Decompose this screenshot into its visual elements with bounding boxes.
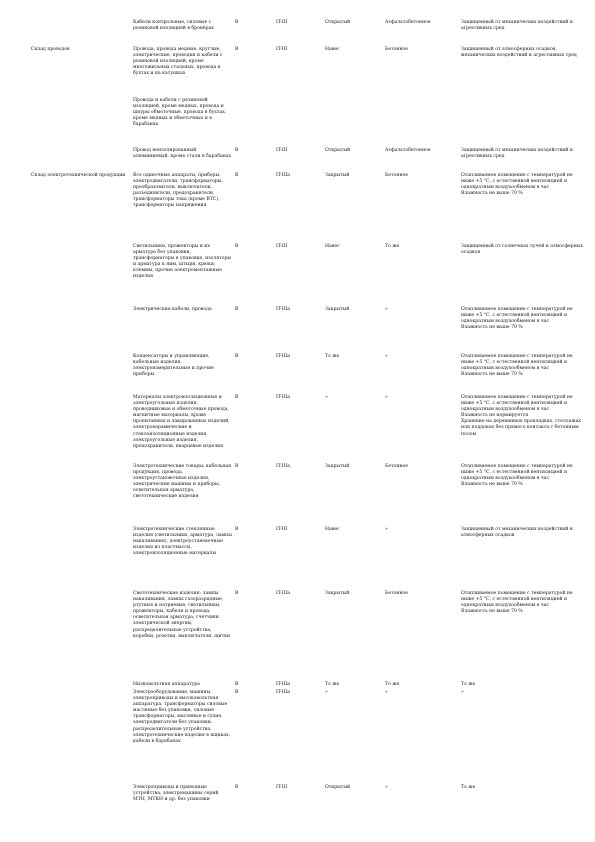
table-cell-c5: То же [325,682,340,687]
table-cell-c5: Навес [325,527,340,532]
table-cell-c7: То же [461,785,476,790]
table-cell-c1: Склад проводов [31,47,70,52]
table-cell-c2: Материалы электроизоляционные и электроугольные изделия, проводниковые и обмоточные провода, магнитные материалы, кроме пропитанных и лакированных изделий, электрокерамические и стеклоизоляционные изделия, электроугольные изделия, предохранители, кварцевые изделия [133,395,230,449]
table-cell-c3: В [235,47,239,52]
table-cell-c3: В [235,527,239,532]
table-cell-c3: В [235,591,239,596]
table-cell-c2: Электротехнические стеклянные изделия (светильники, арматура, лампы накаливания), электроустановочные изделия из пластмассы, электроизоляционные материалы [133,527,232,557]
table-cell-c6: » [385,690,388,695]
table-cell-c6: » [385,354,388,359]
table-cell-c4: IT-IIIa [276,464,291,469]
table-cell-c4: IT-III [276,20,288,25]
table-cell-c2: Светотехнические изделия: лампы накаливания, лампы газоразрядные, ртутные и натриевые, светильники, прожекторы, кабели и провода, осветительная арматура, счетчики электрической энергии, распределительные устройства, коробки, розетки, выключатели, щитки [133,591,231,639]
table-cell-c2: Провода и кабели с резиновой изоляцией, кроме медных, провода и шнуры обмоточные, провода в бухтах, кроме медных и обмоточных и в барабанах [133,98,227,128]
table-cell-c6: Бетонное [385,464,409,469]
table-cell-c7: Отапливаемое помещение с температурой не ниже +5 °С, с естественной вентиляцией и однократным воздухообменом в час Влажность не выше 70 % [461,173,573,197]
table-cell-c4: IT-IIIa [276,173,291,178]
table-cell-c2: Кабели контрольные, силовые с резиновой изоляцией в бронёрах [133,20,214,32]
table-cell-c2: Конденсаторы и управляющие, кабельные изделия, электроизмерительные и прочие приборы [133,354,214,378]
table-cell-c3: В [235,244,239,249]
table-cell-c7: Защищенный от механических воздействий и агрессивных сред [461,148,573,160]
table-cell-c7: То же [461,682,476,687]
table-cell-c3: В [235,307,239,312]
table-cell-c7: Отапливаемое помещение с температурой не ниже +5 °С, с естественной вентиляцией и однократным воздухообменом в час Влажность не выше 70 % [461,464,573,488]
table-cell-c2: Все одиночные аппараты, приборы, электродвигатели, трансформаторы, преобразователи, выключатели, разъединители, предохранители, трансформаторы тока (кроме ВТС), трансформаторы напряжения [133,173,223,209]
table-cell-c2: Электроприводы и приводные устройства, электромашины серий МТН, МТКН и др. без упаковки [133,785,219,803]
table-cell-c5: Закрытый [325,464,350,469]
table-cell-c2: Провода, провода медные, круглые, электрические, проводки и кабели с резиновой изоляцией, кроме многожильных стальных, провода в бухтах и на катушках [133,47,223,77]
table-cell-c3: В [235,20,239,25]
table-cell-c2: Светильники, прожекторы и их арматура без упаковки, трансформаторы в упаковке, изоляторы и арматура к ним, штыри, крюки, клеммы, прочие электромонтажные изделия [133,244,232,280]
table-cell-c3: В [235,785,239,790]
table-cell-c5: Закрытый [325,307,350,312]
table-cell-c4: IT-IIIa [276,307,291,312]
table-cell-c4: IT-IIIa [276,395,291,400]
table-cell-c6: Асфальтобетонное [385,20,431,25]
table-cell-c6: » [385,307,388,312]
table-cell-c6: » [385,395,388,400]
table-cell-c3: В [235,464,239,469]
table-cell-c6: То же [385,682,400,687]
table-cell-c3: В [235,690,239,695]
table-cell-c6: Бетонное [385,47,409,52]
table-cell-c6: » [385,785,388,790]
table-cell-c7: Защищенный от солнечных лучей и атмосферных осадков [461,244,584,256]
table-cell-c6: Бетонное [385,173,409,178]
table-cell-c3: В [235,173,239,178]
table-cell-c6: Бетонное [385,591,409,596]
table-cell-c7: Защищенный от механических воздействий и атмосферных осадков [461,527,573,539]
table-cell-c4: IT-IIIa [276,354,291,359]
table-cell-c3: В [235,395,239,400]
table-cell-c4: IT-IIIa [276,690,291,695]
table-cell-c4: IT-III [276,148,288,153]
table-cell-c4: IT-IIIa [276,682,291,687]
table-cell-c5: » [325,395,328,400]
table-cell-c5: То же [325,354,340,359]
table-cell-c6: Асфальтобетонное [385,148,431,153]
table-cell-c5: Открытый [325,148,351,153]
table-cell-c5: Закрытый [325,173,350,178]
table-cell-c5: Навес [325,244,340,249]
table-cell-c2: Электрооборудование, машины, электроприводы и высоковольтная аппаратура, трансформаторы силовые масляные без упаковки, силовые трансформаторы, масляные и сухие, электродвигатели без упаковки, распределительные устройства, электротехнические изделия в ящиках, кабели в барабанах [133,690,231,744]
table-cell-c7: Отапливаемое помещение с температурой не ниже +5 °С, с естественной вентиляцией и однократным воздухообменом в час Влажность не выше 70 % [461,354,573,378]
table-cell-c4: IT-III [276,47,288,52]
table-cell-c1: Склад электротехнической продукции [31,173,126,178]
table-cell-c7: Отапливаемое помещение с температурой не ниже +5 °С, с естественной вентиляцией и однократным воздухообменом в час Влажность не нормируется Хранение на деревянных прокладках, стеллажах или поддонах без прямого контакта с бетонным полом [461,395,582,437]
table-cell-c7: Отапливаемое помещение с температурой не ниже +5 °С, с естественной вентиляцией и однократным воздухообменом в час Влажность не выше 70 % [461,307,573,331]
table-cell-c4: IT-IIIa [276,591,291,596]
table-cell-c2: Электрические кабели, провода [133,307,212,312]
table-cell-c3: В [235,148,239,153]
table-cell-c6: » [385,527,388,532]
table-cell-c4: IT-III [276,527,288,532]
table-cell-c5: Навес [325,47,340,52]
table-cell-c4: IT-III [276,244,288,249]
table-cell-c4: IT-III [276,785,288,790]
table-cell-c5: Открытый [325,20,351,25]
table-cell-c2: Провод неизолированный алюминиевый, кроме стали в барабанах [133,148,232,160]
table-cell-c6: То же [385,244,400,249]
table-cell-c7: Защищенный от атмосферных осадков, механических воздействий и агрессивных сред [461,47,577,59]
table-cell-c7: » [461,690,464,695]
table-cell-c3: В [235,682,239,687]
table-cell-c5: Открытый [325,785,351,790]
table-cell-c7: Защищенный от механических воздействий и агрессивных сред [461,20,573,32]
table-cell-c5: Закрытый [325,591,350,596]
table-cell-c2: Низковольтная аппаратура [133,682,200,687]
table-cell-c7: Отапливаемое помещение с температурой не ниже +5 °С, с естественной вентиляцией и однократным воздухообменом в час Влажность не выше 70 % [461,591,573,615]
table-cell-c2: Электротехнические товары: кабельная продукция, провода, электроустановочные изделия, электрические машины и приборы, осветительная арматура, светотехнические изделия [133,464,232,500]
table-cell-c3: В [235,354,239,359]
table-cell-c5: » [325,690,328,695]
